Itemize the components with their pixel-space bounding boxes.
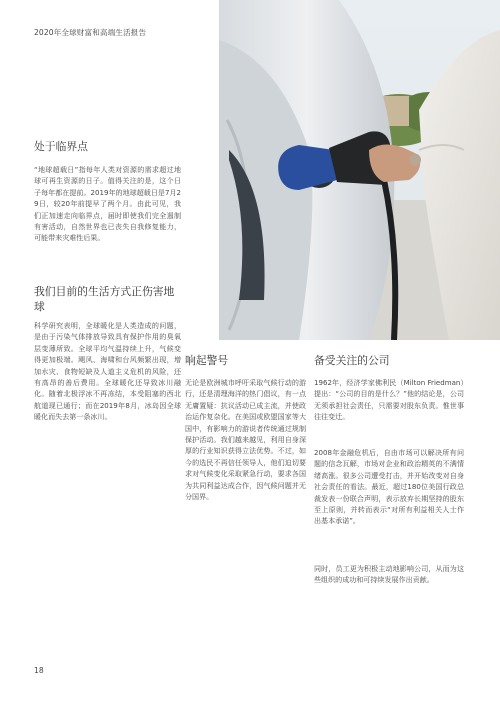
paragraph-tipping-point: “地球超载日”指每年人类对资源的需求超过地球可再生资源的日子。值得关注的是，这个日子每年都在提前。2019年的地球超载日是7月29日，较20年前提早了两个月。由此可见，我们正加速走向临界点，届时即使我们完全遏制有害活动，自然世界也已丧失自我修复能力，可能带来灾难性后果。 — [34, 165, 181, 243]
heading-tipping-point: 处于临界点 — [34, 140, 88, 153]
heading-lifestyle-harm: 我们目前的生活方式正伤害地球 — [34, 285, 175, 313]
paragraph-alarm: 无论是欧洲城市呼吁采取气候行动的游行，还是清理海洋的热门倡议，有一点无庸置疑：抗议活动已成主流，并使政治运作复杂化。在美国或欧盟国家等大国中，有影响力的游说者传统通过规制保护活动。我们越来越见，利用自身深厚的行业知识获得立法优势。不过，如今的选民不再信任领导人，他们迫切要求对气候变化采取紧急行动，要求各国为共同利益达成合作，因气候问题并无分国界。 — [185, 378, 306, 502]
paragraph-financial-crisis: 2008年金融危机后，自由市场可以解决所有问题的信念瓦解，市场对企业和政治精英的不满情绪高涨。很多公司遭受打击，并开始改变对自身社会责任的看法。最近，超过180位美国行政总裁发表一份联合声明，表示放弃长期坚持的股东至上原则，并转而表示“对所有利益相关人士作出基本承诺”。 — [314, 448, 464, 526]
page-number: 18 — [34, 666, 44, 675]
paragraph-employees: 同时，员工更为积极主动地影响公司，从而为这些组织的成功和可持续发展作出贡献。 — [314, 564, 464, 585]
heading-companies: 备受关注的公司 — [314, 354, 390, 367]
ev-charging-photo — [219, 0, 500, 340]
paragraph-friedman: 1962年，经济学家佛利民（Milton Friedman）提出：“公司的目的是什么？”他的结论是，公司无须承担社会责任，只需要对股东负责。惟世事往往变迁。 — [314, 378, 464, 422]
heading-alarm: 响起警号 — [185, 354, 229, 367]
paragraph-global-warming: 科学研究表明，全球暖化是人类造成的问题，是由于污染气体排放导致具有保护作用的臭氧层变薄所致。全球平均气温持续上升，气候变得更加极端。飓风、海啸和台风频繁出现，增加水灾、食物短缺及人道主义危机的风险，还有高昂的善后费用。全球暖化还导致冰川融化。随着北极浮冰不再冻结，本受阻塞的西北航道现已通行；而在2019年8月，冰岛因全球暖化而失去第一条冰川。 — [34, 321, 181, 422]
report-header-title: 2020年全球财富和高端生活报告 — [34, 28, 147, 37]
